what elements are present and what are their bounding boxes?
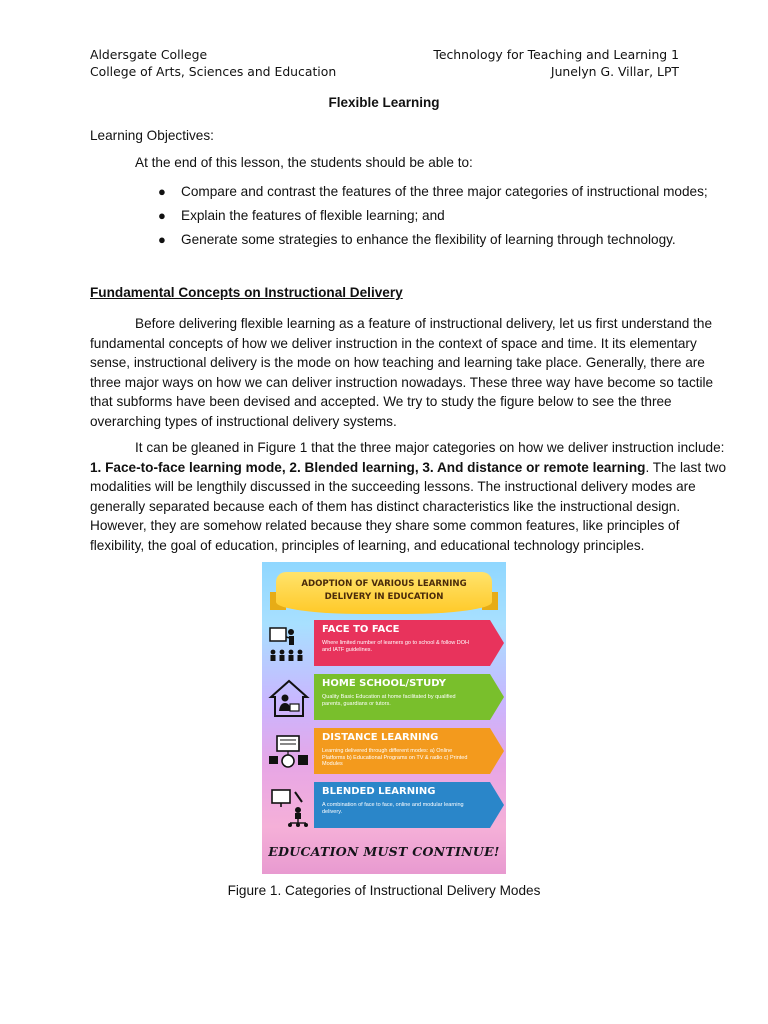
college-name: College of Arts, Sciences and Education [90, 64, 337, 79]
list-item: ● Generate some strategies to enhance the flexibility of learning through technology. [158, 228, 708, 252]
banner-line-1: ADOPTION OF VARIOUS LEARNING [301, 579, 467, 589]
mode-row-distance [262, 726, 506, 776]
mode-title: BLENDED LEARNING [322, 786, 436, 797]
infographic-banner [276, 572, 492, 614]
header-right [433, 46, 679, 80]
categories-bold-text: 1. Face-to-face learning mode, 2. Blended learning, 3. And distance or remote learning [90, 459, 646, 475]
header-left [90, 46, 336, 80]
bullet-icon: ● [158, 232, 166, 247]
home-school-ribbon [314, 674, 504, 720]
course-title: Technology for Teaching and Learning 1 [433, 47, 679, 62]
mode-description: Quality Basic Education at home facilitated by qualified parents, guardians or tutors. [322, 694, 456, 707]
infographic-figure [262, 562, 506, 874]
mode-row-home-school [262, 672, 506, 722]
objectives-heading: Learning Objectives: [90, 128, 214, 143]
objectives-intro: At the end of this lesson, the students should be able to: [135, 155, 473, 170]
face-to-face-ribbon [314, 620, 504, 666]
mode-description: Learning delivered through different modes: a) Online Platforms b) Educational Programs on TV & radio c) Printed Modules [322, 748, 468, 768]
computer-network-icon [268, 786, 310, 828]
objectives-list [158, 180, 708, 252]
distance-devices-icon [268, 732, 310, 774]
mode-title: FACE TO FACE [322, 624, 400, 635]
list-item: ● Compare and contrast the features of the three major categories of instructional modes; [158, 180, 708, 204]
figure-caption: Figure 1. Categories of Instructional Delivery Modes [227, 883, 541, 898]
home-study-icon [268, 678, 310, 720]
blended-learning-ribbon [314, 782, 504, 828]
paragraph-1: Before delivering flexible learning as a feature of instructional delivery, let us first understand the fundamental concepts of how we deliver instruction in the context of space and time. It its elementary sense, instructional delivery is the mode on how teaching and learning take place. Generally, there are three major ways on how we can deliver instruction nowadays. These three way have become so tactile that subforms have been devised and accepted. We try to study the figure below to see the three overarching types of instructional delivery systems. [90, 316, 714, 429]
mode-description: Where limited number of learners go to school & follow DOH and IATF guidelines. [322, 640, 470, 653]
list-item: ● Explain the features of flexible learning; and [158, 204, 708, 228]
distance-learning-ribbon [314, 728, 504, 774]
mode-title: HOME SCHOOL/STUDY [322, 678, 447, 689]
mode-row-face-to-face [262, 618, 506, 668]
infographic-footer: EDUCATION MUST CONTINUE! [268, 844, 500, 859]
bullet-icon: ● [158, 184, 166, 199]
section-heading: Fundamental Concepts on Instructional Delivery [90, 285, 403, 300]
bullet-icon: ● [158, 208, 166, 223]
institution-name: Aldersgate College [90, 47, 208, 62]
teacher-class-icon [268, 624, 310, 666]
paragraph-2: It can be gleaned in Figure 1 that the three major categories on how we deliver instruction include: 1. Face-to-face learning mode, 2. Blended learning, 3. And distance or remote learning. The last two modalities will be lengthily discussed in the succeeding lessons. The instructional delivery modes are generally separated because each of them has distinct characteristics like the instructional design. However, they are somehow related because they share some common features, like principles of flexibility, the goal of education, principles of learning, and educational technology principles. [90, 440, 727, 553]
author-name: Junelyn G. Villar, LPT [550, 64, 679, 79]
mode-title: DISTANCE LEARNING [322, 732, 439, 743]
banner-line-2: DELIVERY IN EDUCATION [324, 592, 444, 602]
mode-row-blended [262, 780, 506, 830]
document-title: Flexible Learning [328, 95, 440, 110]
mode-description: A combination of face to face, online and modular learning delivery. [322, 802, 464, 815]
